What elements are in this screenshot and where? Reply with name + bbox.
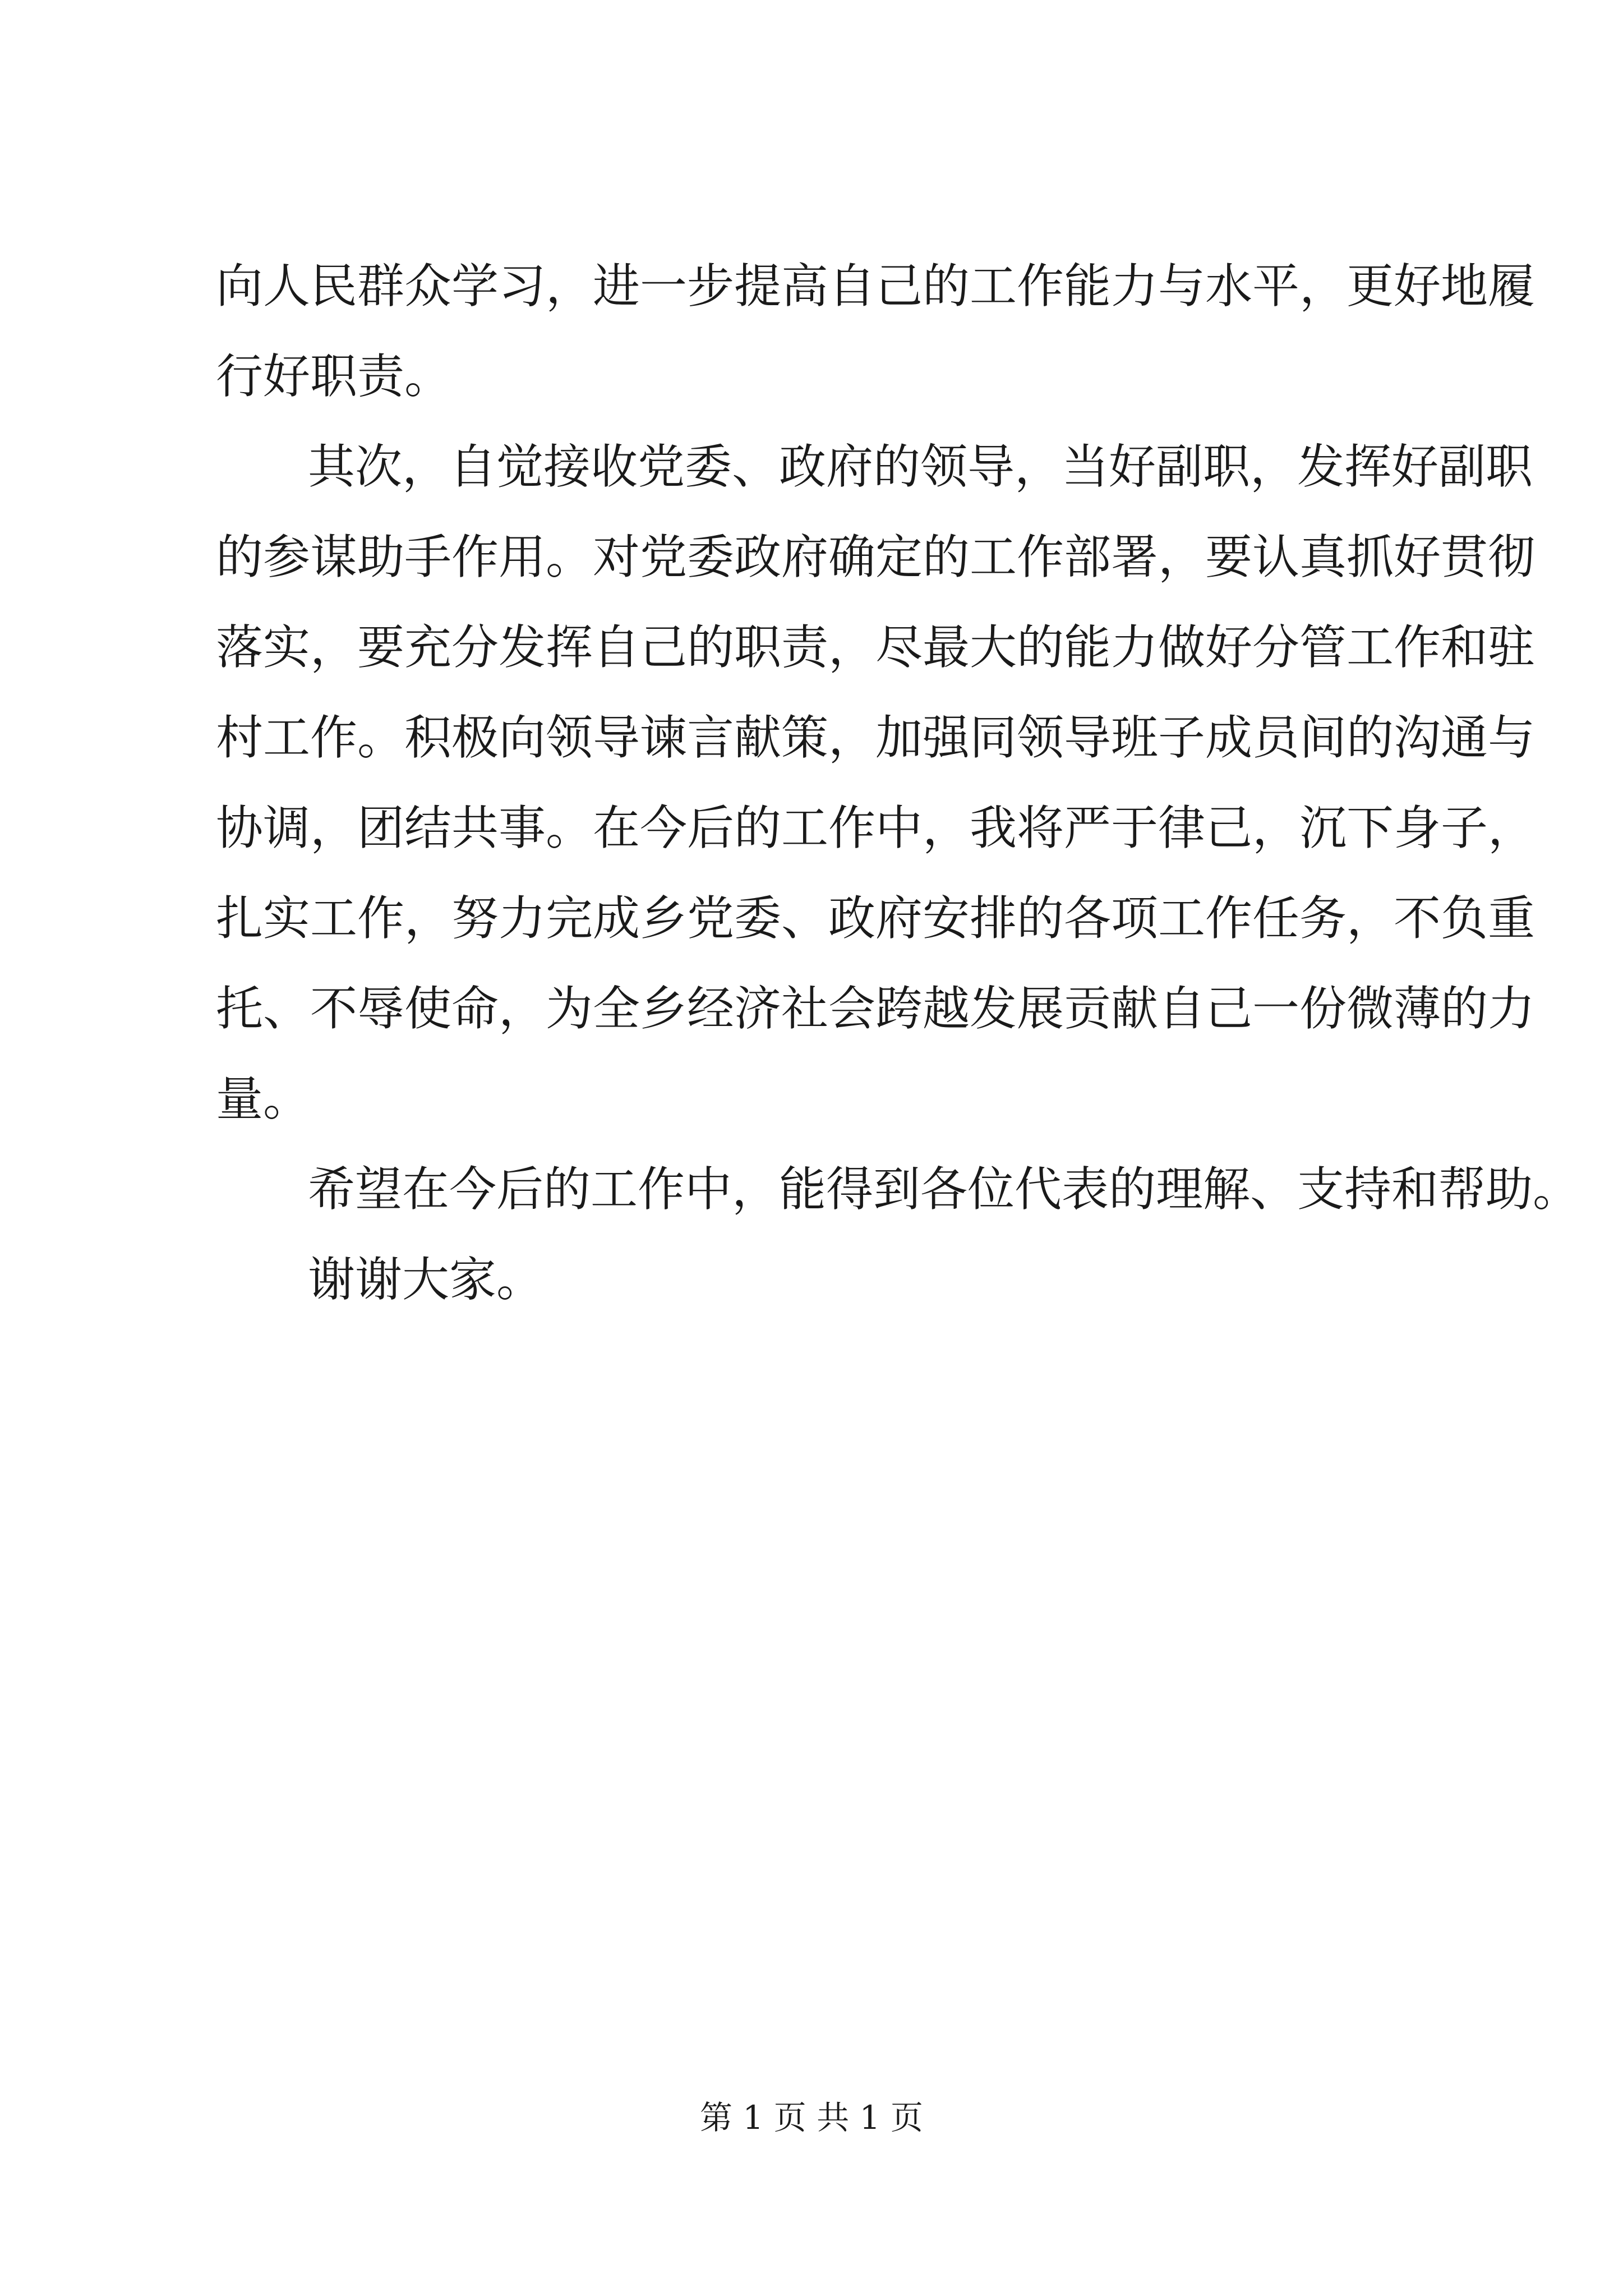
paragraph-4-line-1: 谢谢大家。 [308, 1252, 544, 1307]
paragraph-2-line-4: 村工作。积极向领导谏言献策，加强同领导班子成员间的沟通与 [216, 710, 1536, 765]
paragraph-2-line-7: 托、不辱使命，为全乡经济社会跨越发展贡献自己一份微薄的力 [216, 981, 1536, 1036]
paragraph-2-line-6: 扎实工作，努力完成乡党委、政府安排的各项工作任务，不负重 [216, 891, 1536, 946]
paragraph-2-line-2: 的参谋助手作用。对党委政府确定的工作部署，要认真抓好贯彻 [216, 530, 1536, 585]
paragraph-2-line-3: 落实，要充分发挥自己的职责，尽最大的能力做好分管工作和驻 [216, 620, 1536, 675]
paragraph-3-line-1: 希望在今后的工作中，能得到各位代表的理解、支持和帮助。 [308, 1162, 1580, 1217]
paragraph-1-line-2: 行好职责。 [216, 349, 452, 404]
page-footer [0, 2098, 1623, 2137]
paragraph-1-line-1: 向人民群众学习，进一步提高自己的工作能力与水平，更好地履 [216, 259, 1536, 314]
page-number-label: 第 1 页 共 1 页 [700, 2099, 923, 2137]
paragraph-2-line-8: 量。 [216, 1071, 311, 1126]
document-body [216, 258, 1580, 1342]
paragraph-2-line-1: 其次，自觉接收党委、政府的领导，当好副职，发挥好副职 [308, 439, 1533, 494]
paragraph-2-line-5: 协调，团结共事。在今后的工作中，我将严于律己，沉下身子， [216, 800, 1536, 855]
